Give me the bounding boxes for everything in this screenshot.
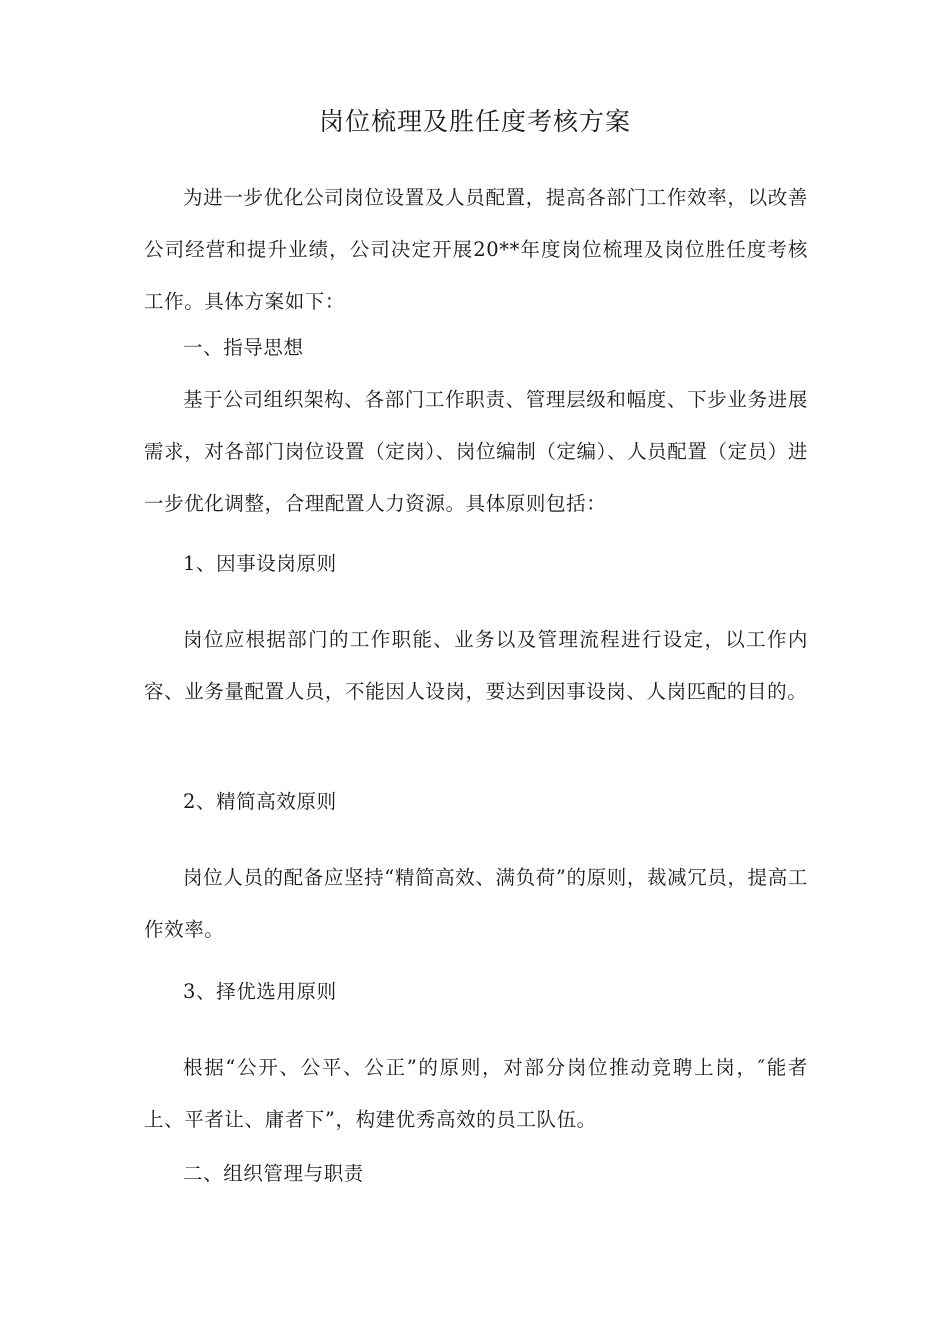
principle-paragraph-2: 岗位人员的配备应坚持“精简高效、满负荷”的原则，裁减冗员，提高工作效率。	[144, 866, 808, 941]
document-title: 岗位梳理及胜任度考核方案	[318, 107, 631, 136]
section-heading-organization: 二、组织管理与职责	[183, 1162, 364, 1185]
principle-paragraph-3: 根据“公开、公平、公正”的原则，对部分岗位推动竞聘上岗，″能者上、平者让、庸者下”，构建优秀高效的员工队伍。	[144, 1056, 808, 1131]
principle-heading-3: 3、择优选用原则	[183, 980, 337, 1003]
guiding-ideology-paragraph: 基于公司组织架构、各部门工作职责、管理层级和幅度、下步业务进展需求，对各部门岗位设置（定岗）、岗位编制（定编）、人员配置（定员）进一步优化调整，合理配置人力资源。具体原则包括：	[144, 388, 808, 515]
section-heading-guiding-ideology: 一、指导思想	[183, 336, 304, 359]
principle-heading-1: 1、因事设岗原则	[183, 552, 337, 575]
principle-heading-2: 2、精简高效原则	[183, 790, 337, 813]
intro-paragraph: 为进一步优化公司岗位设置及人员配置，提高各部门工作效率，以改善公司经营和提升业绩，公司决定开展20**年度岗位梳理及岗位胜任度考核工作。具体方案如下：	[144, 186, 808, 313]
principle-paragraph-1: 岗位应根据部门的工作职能、业务以及管理流程进行设定，以工作内容、业务量配置人员，不能因人设岗，要达到因事设岗、人岗匹配的目的。	[144, 628, 808, 703]
